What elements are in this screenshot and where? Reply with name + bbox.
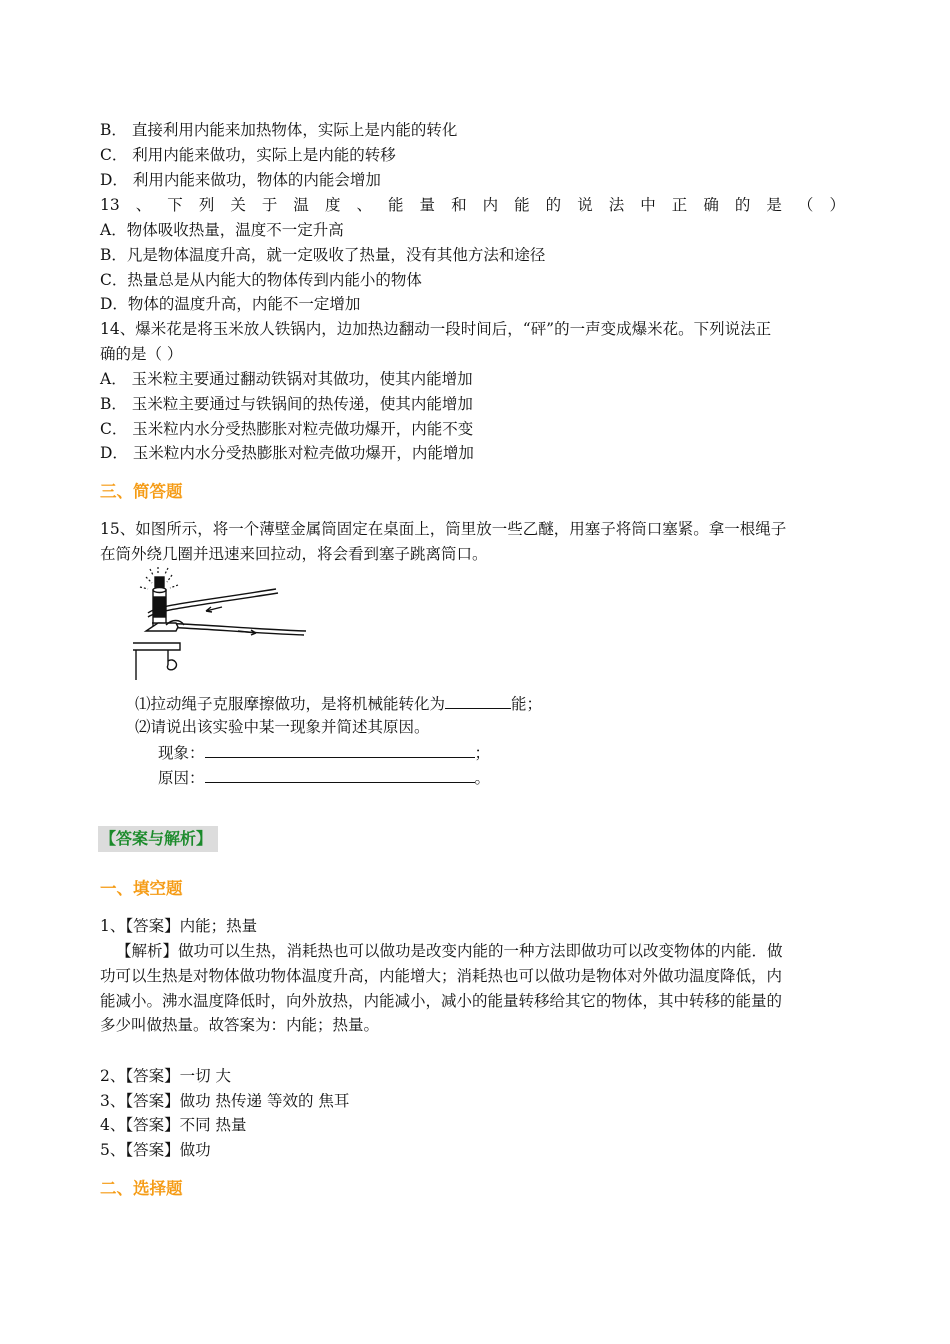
q13-stem-char: 的 (734, 196, 751, 214)
q13-stem-char: 、 (135, 196, 152, 214)
q13-stem-char: 温 (293, 196, 309, 214)
q15-sub1-suffix: 能； (511, 695, 543, 713)
q13-stem-char: （ (797, 196, 814, 214)
answer-5: 5、【答案】做功 (100, 1141, 211, 1159)
reason-end: 。 (474, 769, 491, 787)
q13-stem-char: 于 (261, 196, 278, 214)
q13-stem-char: 下 (167, 196, 183, 214)
q13-stem-char: 和 (451, 196, 467, 214)
reason-blank[interactable] (205, 766, 475, 783)
answer-1: 1、【答案】内能；热量 (100, 917, 258, 935)
phenomenon-end: ； (474, 744, 491, 762)
q13-stem-char: 度 (324, 196, 341, 214)
section1-title: 一、填空题 (100, 879, 183, 898)
q13-option-b: B．凡是物体温度升高，就一定吸收了热量，没有其他方法和途径 (100, 246, 546, 264)
q14-option-d: D． 玉米粒内水分受热膨胀对粒壳做功爆开，内能增加 (100, 444, 474, 462)
q13-stem-char: 列 (198, 196, 215, 214)
q13-stem-char: 能 (388, 196, 404, 214)
section2-title: 二、选择题 (100, 1179, 183, 1198)
q13-option-c: C．热量总是从内能大的物体传到内能小的物体 (100, 271, 422, 289)
section3-title: 三、简答题 (100, 482, 183, 501)
q13-stem-char: 正 (671, 196, 688, 214)
q13-stem-char: 关 (230, 196, 246, 214)
q13-stem-char: 能 (514, 196, 530, 214)
answer-2: 2、【答案】一切 大 (100, 1067, 232, 1085)
q14-stem-line1: 14、爆米花是将玉米放人铁锅内，边加热边翻动一段时间后，“砰”的一声变成爆米花。下列说法正 (100, 320, 772, 338)
q15-sub2: ⑵请说出该实验中某一现象并简述其原因。 (135, 718, 430, 736)
q13-stem-char: 中 (640, 196, 656, 214)
q12-option-d: D． 利用内能来做功，物体的内能会增加 (100, 171, 381, 189)
q15-reason (158, 766, 490, 789)
q13-stem-char: 13 (100, 196, 120, 214)
q13-stem-char: ） (829, 196, 845, 214)
answer-badge: 【答案与解析】 (98, 826, 218, 852)
q14-option-a: A． 玉米粒主要通过翻动铁锅对其做功，使其内能增加 (100, 370, 473, 388)
answer-1-analysis-line2: 功可以生热是对物体做功物体温度升高，内能增大；消耗热也可以做功是物体对外做功温度降低，内 (100, 967, 783, 985)
phenomenon-label: 现象： (158, 744, 205, 762)
q12-option-b: B． 直接利用内能来加热物体，实际上是内能的转化 (100, 121, 458, 139)
q13-stem-char: 的 (545, 196, 562, 214)
q13-option-a: A．物体吸收热量，温度不一定升高 (100, 221, 344, 239)
q12-option-c: C． 利用内能来做功，实际上是内能的转移 (100, 146, 396, 164)
answer-3: 3、【答案】做功 热传递 等效的 焦耳 (100, 1092, 350, 1110)
answer-1-analysis-line4: 多少叫做热量。故答案为：内能；热量。 (100, 1016, 380, 1034)
q13-stem-char: 内 (482, 196, 499, 214)
answer-4: 4、【答案】不同 热量 (100, 1116, 247, 1134)
q13-stem-char: 法 (608, 196, 625, 214)
q13-stem-char: 、 (356, 196, 372, 214)
experiment-figure (128, 565, 313, 685)
q13-stem-char: 是 (766, 196, 782, 214)
q14-stem-line2: 确的是（ ） (100, 345, 183, 363)
q15-phenomenon (158, 741, 490, 764)
q15-stem-line1: 15、如图所示，将一个薄壁金属筒固定在桌面上，筒里放一些乙醚，用塞子将筒口塞紧。拿一根绳子 (100, 520, 787, 538)
q15-sub1 (135, 692, 542, 715)
reason-label: 原因： (158, 769, 205, 787)
q15-sub1-blank[interactable] (445, 692, 511, 709)
q15-sub1-prefix: ⑴拉动绳子克服摩擦做功，是将机械能转化为 (135, 695, 446, 713)
phenomenon-blank[interactable] (205, 741, 475, 758)
q15-stem-line2: 在筒外绕几圈并迅速来回拉动，将会看到塞子跳离筒口。 (100, 545, 488, 563)
q13-stem-char: 确 (703, 196, 719, 214)
answer-1-analysis-line3: 能减小。沸水温度降低时，向外放热，内能减小，减小的能量转移给其它的物体，其中转移的能量的 (100, 992, 783, 1010)
q14-option-b: B． 玉米粒主要通过与铁锅间的热传递，使其内能增加 (100, 395, 473, 413)
answer-1-analysis-line1: 【解析】做功可以生热，消耗热也可以做功是改变内能的一种方法即做功可以改变物体的内能．做 (116, 942, 783, 960)
q13-stem-char: 量 (419, 196, 436, 214)
q14-option-c: C． 玉米粒内水分受热膨胀对粒壳做功爆开，内能不变 (100, 420, 474, 438)
q13-stem-char: 说 (577, 196, 593, 214)
q13-stem (100, 194, 845, 216)
q13-option-d: D．物体的温度升高，内能不一定增加 (100, 295, 361, 313)
